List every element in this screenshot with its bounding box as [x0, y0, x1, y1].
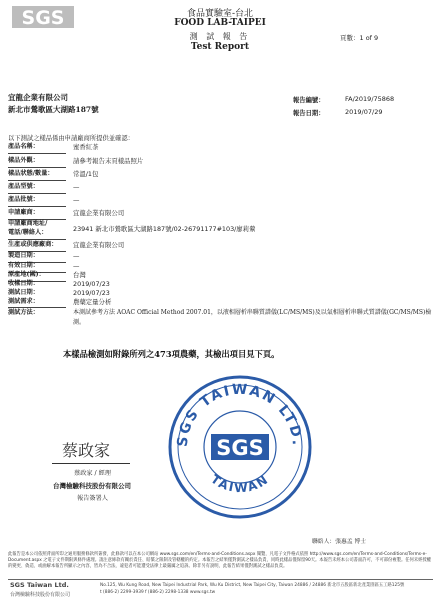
footer-address: No.125, Wu Kung Road, New Taipei Industrial Park, Wu Ku District, New Taipei City, Taiwan 24886 / 24886 新北市五股區新北產業園區五工路125號: [100, 583, 405, 588]
field-value: —: [73, 196, 80, 204]
stamp-top-text: SGS TAIWAN LTD.: [174, 381, 306, 448]
stamp-bottom-text: TAIWAN: [208, 471, 272, 496]
footer-disclaimer: 此報告是本公司依照背面所印之通用服務條款所簽發，此條款可以在本公司網站 www.sgs.com/en/Terms-and-Conditions.aspx 閱覽，凡電子文件格式依照 http://www.sgs.com/en/Terms-and-Conditions/Terms-e-Document.aspx 之電子文件期限與條件處理。請注意條款有關於責任、賠償之限制及管轄權的約定。本報告之結果僅對測試之樣品負責，同時此樣品僅保留90天。本報告未經本公司書面許可，不可部份複製。任何未經授權的變更、偽造、或曲解本報告所顯示之內容，皆為不合法，違犯者可能遭受法律上最嚴厲之追訴。除非另有說明，此報告結果僅對測試之樣品負責。: [8, 552, 432, 569]
field-value: 宜龍企業有限公司: [73, 241, 125, 249]
field-value: 請參考報告末頁樣品照片: [73, 157, 144, 165]
field-label: 測試需求：: [8, 298, 39, 305]
sgs-logo: [12, 6, 74, 28]
field-label: 樣品狀態/數量：: [8, 170, 54, 177]
report-title-zh: 測 試 報 告: [189, 32, 251, 41]
lab-name-en: FOOD LAB-TAIPEI: [174, 18, 266, 28]
sgs-taiwan-stamp: [165, 372, 315, 522]
intro-text: 以下測試之樣品係由申請廠商所提供並確認：: [8, 135, 134, 142]
footer-contact: t (886-2) 2299-3939 f (886-2) 2298-1338 www.sgs.tw: [100, 590, 216, 595]
field-label: 申請廠商地址/: [8, 220, 48, 227]
field-label: 測試方法：: [8, 309, 39, 316]
field-label: 生產或供應廠商：: [8, 241, 58, 248]
field-value: 2019/07/23: [73, 289, 110, 297]
page-indicator: 頁數：1 of 9: [340, 34, 379, 42]
field-value: —: [73, 262, 80, 270]
field-label: 收樣日期：: [8, 280, 39, 287]
footer-company-en: SGS Taiwan Ltd.: [10, 581, 69, 589]
field-value: 蜜香紅茶: [73, 143, 99, 151]
report-title-en: Test Report: [190, 42, 250, 52]
field-label: 產品名稱：: [8, 143, 39, 150]
signatory-company: 台灣檢驗科技股份有限公司: [53, 482, 131, 490]
field-value: —: [73, 252, 80, 260]
field-label: 原產地(國)：: [8, 271, 45, 278]
field-value: 2019/07/23: [73, 280, 110, 288]
report-date-value: 2019/07/29: [345, 108, 383, 116]
field-label: 申請廠商：: [8, 209, 39, 216]
field-value: —: [73, 183, 80, 191]
lab-name-zh: 食品實驗室-台北: [186, 9, 254, 19]
stamp-center-text: SGS: [216, 436, 264, 460]
field-value: 常溫/1包: [73, 170, 99, 178]
footer-company-zh: 台灣檢驗科技股份有限公司: [10, 592, 71, 598]
report-no-label: 報告編號：: [293, 97, 325, 104]
field-label: 產品批號：: [8, 196, 39, 203]
signature: 蔡政家: [62, 441, 111, 460]
field-value: 23941 新北市鶯歌區大湖路187號/02-26791177#103/廖莉縈: [73, 225, 256, 233]
report-no-value: FA/2019/75868: [345, 95, 395, 103]
field-label: 測試日期：: [8, 289, 39, 296]
sgs-logo-text: SGS: [21, 7, 65, 28]
field-value: 農藥定量分析: [73, 298, 112, 306]
signatory-title: 報告簽署人: [77, 495, 108, 502]
field-label: 有效日期：: [8, 262, 39, 269]
report-date-label: 報告日期：: [293, 110, 325, 117]
field-value: 宜龍企業有限公司: [73, 209, 125, 217]
test-method-text: 本測試參考方法 AOAC Official Method 2007.01，以液相層析串聯質譜儀(LC/MS/MS)及以氣相層析串聯式質譜儀(GC/MS/MS)檢測。: [73, 309, 432, 326]
field-label: 製造日期：: [8, 252, 39, 259]
field-label: 產品型號：: [8, 183, 39, 190]
field-label: 電話/聯絡人：: [8, 229, 48, 236]
client-name: 宜龍企業有限公司: [8, 93, 68, 102]
field-label: 樣品外觀：: [8, 157, 39, 164]
signatory-name: 蔡政家 / 經理: [74, 470, 111, 477]
liaison: 聯絡人：張惠孟 博士: [312, 539, 367, 545]
result-summary: 本樣品檢測如附錄所列之473項農藥，其檢出項目見下頁。: [63, 349, 280, 359]
svg-text:TAIWAN: [208, 472, 271, 495]
field-value: 台灣: [73, 271, 86, 279]
client-address: 新北市鶯歌區大湖路187號: [8, 105, 99, 114]
